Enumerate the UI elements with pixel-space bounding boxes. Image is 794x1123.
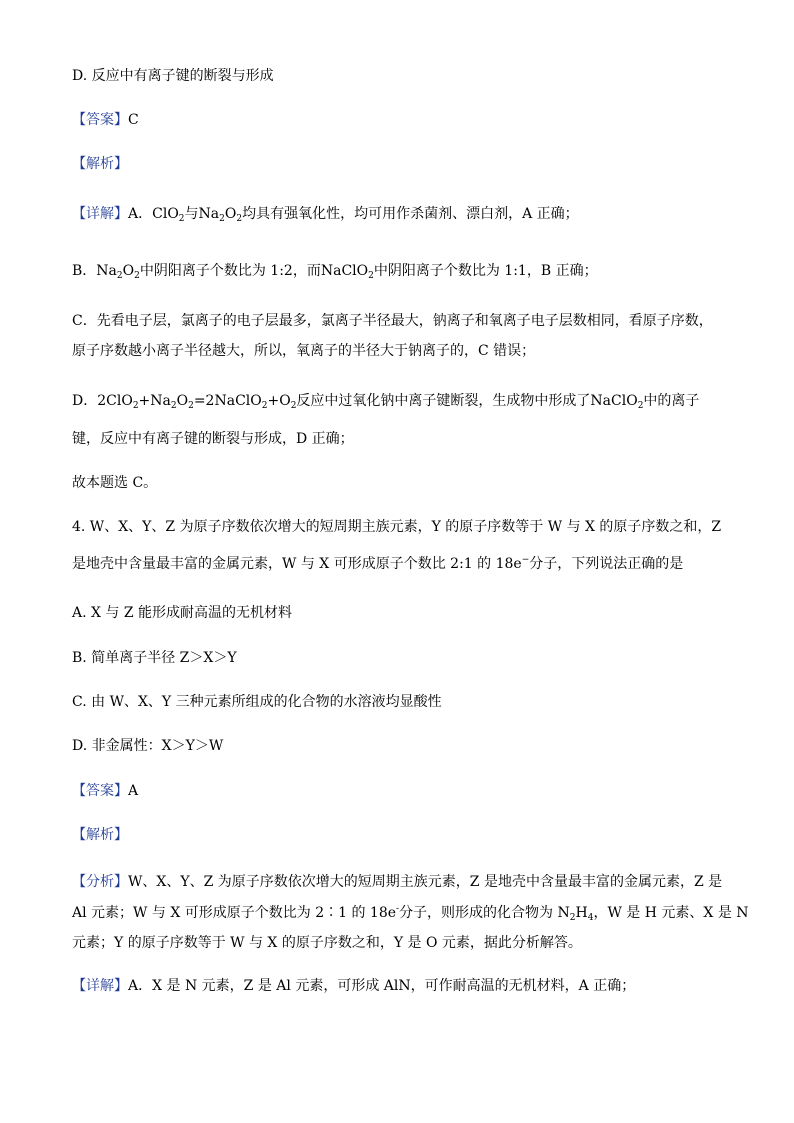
analysis-line2-mid: 分子，则形成的化合物为 N	[399, 905, 570, 921]
q4-analysis-line-1	[72, 873, 722, 891]
q4-option-c: C. 由 W、X、Y 三种元素所组成的化合物的水溶液均显酸性	[72, 694, 442, 710]
q4-analysis-heading	[72, 826, 128, 844]
analysis-line2-pre: Al 元素；W 与 X 可形成原子个数比为 2∶1 的 18e	[72, 905, 397, 921]
detail-a-mid: 与	[184, 206, 199, 222]
q4-detail-a	[72, 977, 635, 995]
stem-line2-pre: 是地壳中含量最丰富的金属元素，W 与 X 可形成原子个数比 2:1 的 18e	[72, 556, 522, 572]
analysis-line2-post: ，W 是 H 元素、X 是 N	[593, 905, 749, 921]
detail-d-post: 中的离子	[643, 393, 700, 409]
analysis-line2-sub1: 2	[569, 913, 576, 923]
detail-tag: 【详解】	[72, 978, 128, 994]
analysis-line2-sub2: 4	[587, 913, 594, 923]
q3-analysis-heading	[72, 155, 128, 173]
q3-detail-c-2: 原子序数越小离子半径越大，所以，氧离子的半径大于钠离子的，C 错误；	[72, 343, 536, 359]
stem-line2-sup: −	[521, 555, 530, 565]
analysis-line2-h: H	[575, 905, 588, 921]
q4-option-b: B. 简单离子半径 Z＞X＞Y	[72, 650, 237, 666]
answer-value: C	[128, 112, 139, 128]
detail-d-mid: 反应中过氧化钠中离子键断裂，生成物中形成了	[296, 393, 591, 409]
detail-d-prefix: D．	[72, 393, 98, 409]
q4-option-d: D. 非金属性：X＞Y＞W	[72, 738, 224, 754]
q3-detail-c-1: C．先看电子层，氯离子的电子层最多，氯离子半径最大，钠离子和氧离子电子层数相同，看原子序数，	[72, 313, 713, 329]
analysis-tag: 【解析】	[72, 156, 128, 172]
q4-stem-line-2	[72, 555, 683, 573]
q3-conclusion: 故本题选 C。	[72, 475, 158, 491]
analysis-tag: 【解析】	[72, 827, 128, 843]
stem-line2-post: 分子，下列说法正确的是	[529, 556, 684, 572]
q3-answer-line	[72, 111, 139, 129]
q3-detail-d-2: 键，反应中有离子键的断裂与形成，D 正确；	[72, 431, 354, 447]
answer-tag: 【答案】	[72, 783, 128, 799]
answer-tag: 【答案】	[72, 112, 128, 128]
detail-b-text: 中阴阳离子个数比为 1:1，B 正确；	[373, 263, 598, 279]
answer-value: A	[128, 783, 139, 799]
q4-option-a: A. X 与 Z 能形成耐高温的无机材料	[72, 605, 293, 621]
detail-a-text: A．X 是 N 元素，Z 是 Al 元素，可形成 AlN，可作耐高温的无机材料，A 正确；	[128, 978, 636, 994]
analysis-line2-sup: -	[396, 904, 400, 914]
detail-b-mid: 中阴阳离子个数比为 1:2，而	[139, 263, 321, 279]
detail-b-prefix: B．	[72, 263, 97, 279]
detail-tag: 【详解】	[72, 206, 128, 222]
q3-detail-a: 【详解】A．ClO$_2$与$Na_2O_2$均具有强氧化性，均可用作杀菌剂、漂白剂，A 正确；	[72, 206, 579, 224]
q3-option-d: D. 反应中有离子键的断裂与形成	[72, 68, 274, 84]
q4-stem-line-1: 4. W、X、Y、Z 为原子序数依次增大的短周期主族元素，Y 的原子序数等于 W 与 X 的原子序数之和，Z	[72, 519, 722, 535]
analysis-sub-tag: 【分析】	[72, 874, 128, 890]
analysis-line1-text: W、X、Y、Z 为原子序数依次增大的短周期主族元素，Z 是地壳中含量最丰富的金属元素，Z 是	[128, 874, 723, 890]
detail-a-prefix: A．	[128, 206, 153, 222]
detail-a-text: 均具有强氧化性，均可用作杀菌剂、漂白剂，A 正确；	[242, 206, 579, 222]
q4-answer-line	[72, 782, 138, 800]
q3-detail-d-1: D．$2ClO_2+Na_2O_2=2NaClO_2+O_2$反应中过氧化钠中离子键断裂，生成物中形成了NaClO$_2$中的离子	[72, 393, 700, 411]
q4-analysis-line-2	[72, 904, 749, 922]
q4-analysis-line-3: 元素；Y 的原子序数等于 W 与 X 的原子序数之和，Y 是 O 元素，据此分析解答。	[72, 935, 582, 951]
q3-detail-b: B．$Na_2O_2$中阴阳离子个数比为 1:2，而NaClO$_2$中阴阳离子个数比为 1:1，B 正确；	[72, 263, 598, 281]
